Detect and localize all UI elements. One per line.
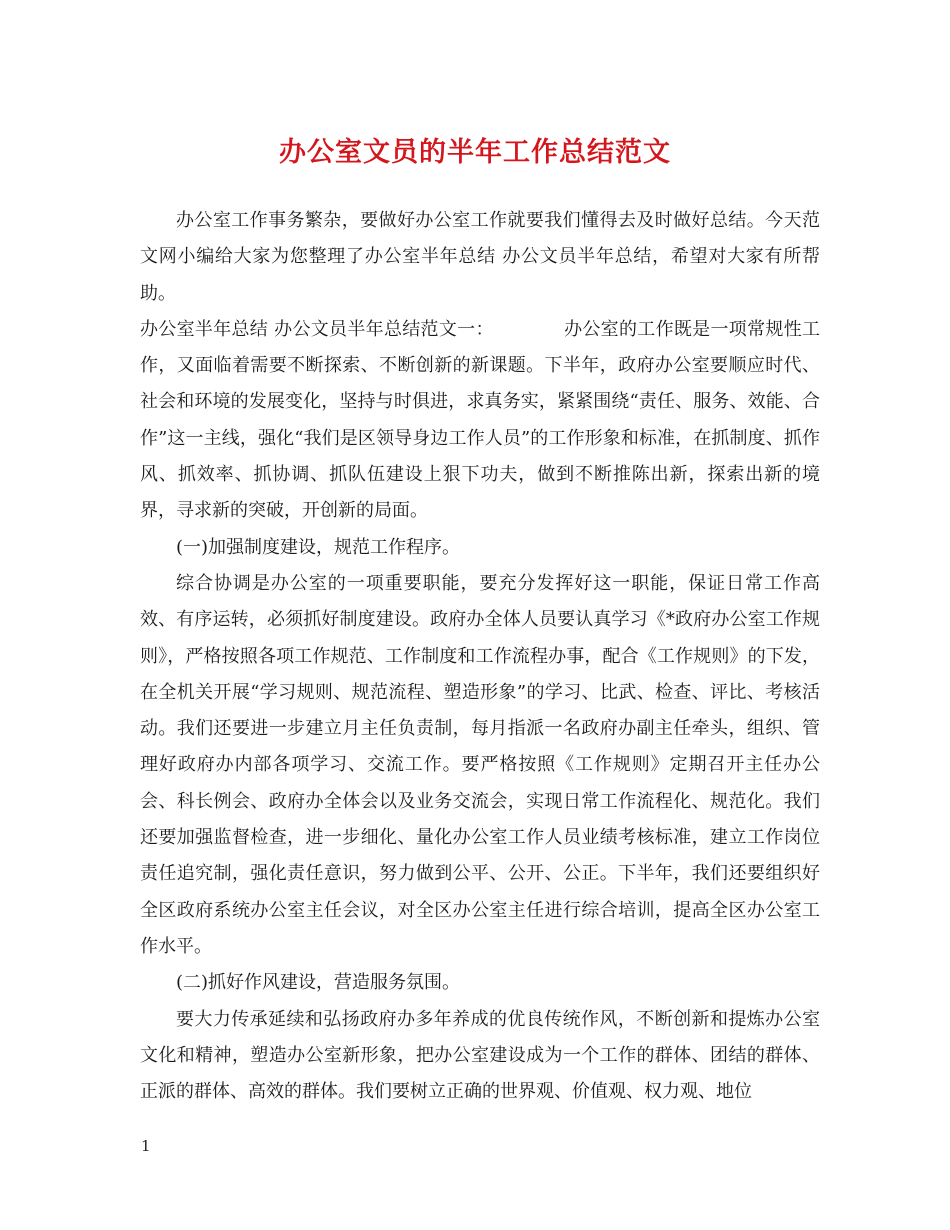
heading-2: (二)抓好作风建设，营造服务氛围。 <box>176 972 461 994</box>
document-body <box>140 203 820 1110</box>
page-number: 1 <box>141 1137 151 1155</box>
section-label: 办公室半年总结 办公文员半年总结范文一： <box>140 318 494 340</box>
intro-paragraph: 办公室工作事务繁杂，要做好办公室工作就要我们懂得去及时做好总结。今天范文网小编给大家为您整理了办公室半年总结 办公文员半年总结，希望对大家有所帮助。 <box>140 210 820 304</box>
heading-1: (一)加强制度建设，规范工作程序。 <box>176 536 461 558</box>
paragraph-2: 要大力传承延续和弘扬政府办多年养成的优良传统作风，不断创新和提炼办公室文化和精神，塑造办公室新形象，把办公室建设成为一个工作的群体、团结的群体、正派的群体、高效的群体。我们要树立正确的世界观、价值观、权力观、地位 <box>140 1008 820 1103</box>
section-text: 办公室的工作既是一项常规性工作，又面临着需要不断探索、不断创新的新课题。下半年，政府办公室要顺应时代、社会和环境的发展变化，坚持与时俱进，求真务实，紧紧围绕“责任、服务、效能、合作”这一主线，强化“我们是区领导身边工作人员”的工作形象和标准，在抓制度、抓作风、抓效率、抓协调、抓队伍建设上狠下功夫，做到不断推陈出新，探索出新的境界，寻求新的突破，开创新的局面。 <box>140 318 820 522</box>
section-paragraph <box>140 312 820 530</box>
document-title: 办公室文员的半年工作总结范文 <box>279 137 671 168</box>
paragraph-1: 综合协调是办公室的一项重要职能，要充分发挥好这一职能，保证日常工作高效、有序运转，必须抓好制度建设。政府办全体人员要认真学习《*政府办公室工作规则》，严格按照各项工作规范、工作制度和工作流程办事，配合《工作规则》的下发，在全机关开展“学习规则、规范流程、塑造形象”的学习、比武、检查、评比、考核活动。我们还要进一步建立月主任负责制，每月指派一名政府办副主任牵头，组织、管理好政府办内部各项学习、交流工作。要严格按照《工作规则》定期召开主任办公会、科长例会、政府办全体会以及业务交流会，实现日常工作流程化、规范化。我们还要加强监督检查，进一步细化、量化办公室工作人员业绩考核标准，建立工作岗位责任追究制，强化责任意识，努力做到公平、公开、公正。下半年，我们还要组织好全区政府系统办公室主任会议，对全区办公室主任进行综合培训，提高全区办公室工作水平。 <box>140 572 820 957</box>
